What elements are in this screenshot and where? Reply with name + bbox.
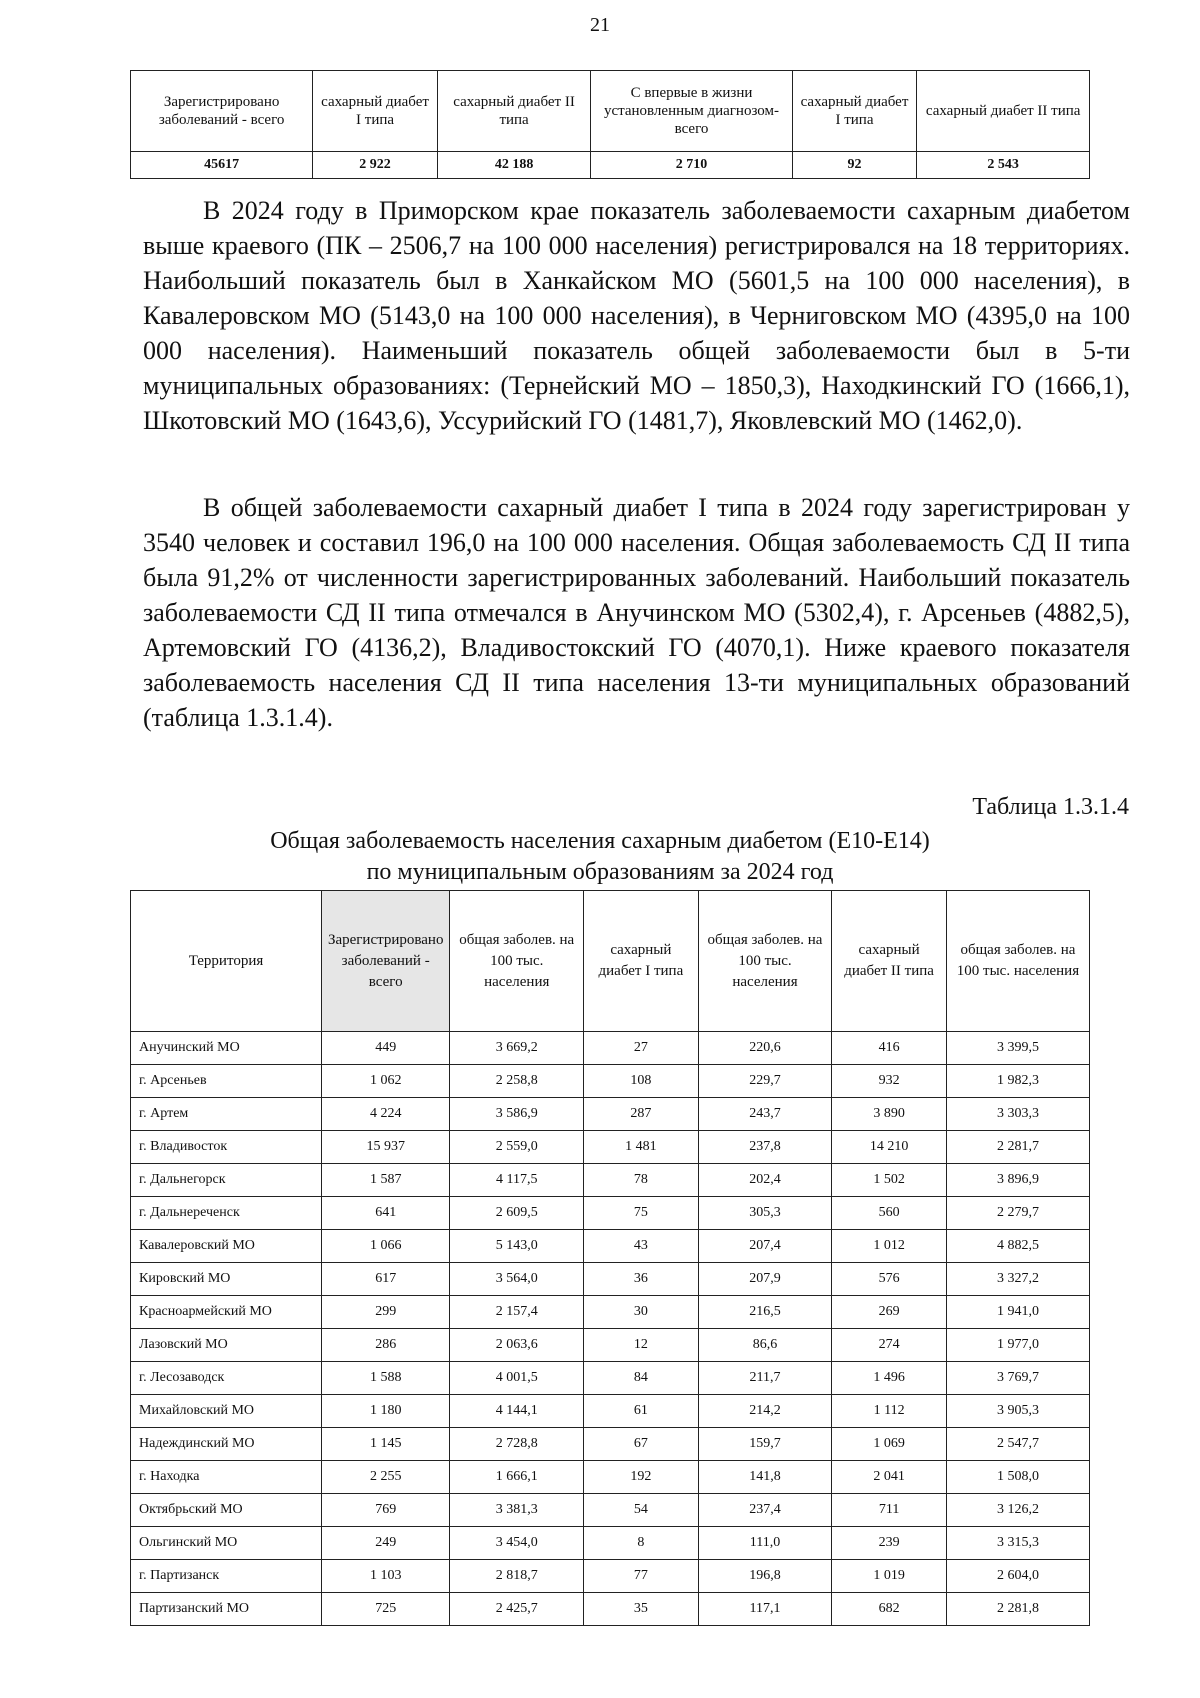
- value-cell: 15 937: [321, 1131, 450, 1164]
- value-cell: 2 425,7: [450, 1593, 584, 1626]
- value-cell: 3 769,7: [946, 1362, 1089, 1395]
- value-cell: 299: [321, 1296, 450, 1329]
- value-cell: 220,6: [698, 1032, 832, 1065]
- value-cell: 3 890: [832, 1098, 947, 1131]
- value-cell: 27: [584, 1032, 699, 1065]
- value-cell: 2 818,7: [450, 1560, 584, 1593]
- value-cell: 1 145: [321, 1428, 450, 1461]
- value-cell: 1 112: [832, 1395, 947, 1428]
- summary-value-cell: 2 710: [591, 152, 792, 179]
- table-row: [131, 1296, 1090, 1329]
- paragraph-1: [143, 193, 1130, 438]
- value-cell: 1 666,1: [450, 1461, 584, 1494]
- header-territory: Территория: [131, 891, 322, 1032]
- value-cell: 3 564,0: [450, 1263, 584, 1296]
- value-cell: 202,4: [698, 1164, 832, 1197]
- table-row: [131, 1362, 1090, 1395]
- value-cell: 3 586,9: [450, 1098, 584, 1131]
- value-cell: 67: [584, 1428, 699, 1461]
- value-cell: 1 502: [832, 1164, 947, 1197]
- value-cell: 286: [321, 1329, 450, 1362]
- summary-header-row: [131, 71, 1090, 152]
- paragraph-2-text: В общей заболеваемости сахарный диабет I типа в 2024 году зарегистрирован у 3540 человек и составил 196,0 на 100 000 населения. Общая заболеваемость СД II типа была 91,2% от численности зарегистрированных заболеваний. Наибольший показатель заболеваемости СД II типа отмечался в Анучинском МО (5302,4), г. Арсеньев (4882,5), Артемовский ГО (4136,2), Владивостокский ГО (4070,1). Ниже краевого показателя заболеваемость населения СД II типа населения 13-ти муниципальных образований (таблица 1.3.1.4).: [143, 493, 1130, 732]
- value-cell: 207,4: [698, 1230, 832, 1263]
- value-cell: 4 144,1: [450, 1395, 584, 1428]
- table-row: [131, 1329, 1090, 1362]
- value-cell: 4 882,5: [946, 1230, 1089, 1263]
- table-row: [131, 1494, 1090, 1527]
- value-cell: 3 669,2: [450, 1032, 584, 1065]
- value-cell: 108: [584, 1065, 699, 1098]
- incidence-table: [130, 890, 1090, 1626]
- territory-cell: Кировский МО: [131, 1263, 322, 1296]
- value-cell: 932: [832, 1065, 947, 1098]
- territory-cell: г. Дальнереченск: [131, 1197, 322, 1230]
- value-cell: 117,1: [698, 1593, 832, 1626]
- territory-cell: Красноармейский МО: [131, 1296, 322, 1329]
- value-cell: 214,2: [698, 1395, 832, 1428]
- value-cell: 207,9: [698, 1263, 832, 1296]
- table-row: [131, 1230, 1090, 1263]
- value-cell: 111,0: [698, 1527, 832, 1560]
- value-cell: 1 062: [321, 1065, 450, 1098]
- value-cell: 2 547,7: [946, 1428, 1089, 1461]
- value-cell: 274: [832, 1329, 947, 1362]
- value-cell: 211,7: [698, 1362, 832, 1395]
- table-row: [131, 1098, 1090, 1131]
- value-cell: 77: [584, 1560, 699, 1593]
- table-title-line-1: Общая заболеваемость населения сахарным диабетом (Е10-Е14): [270, 828, 930, 854]
- value-cell: 1 066: [321, 1230, 450, 1263]
- value-cell: 1 587: [321, 1164, 450, 1197]
- value-cell: 4 001,5: [450, 1362, 584, 1395]
- page-number: 21: [590, 14, 610, 36]
- value-cell: 4 224: [321, 1098, 450, 1131]
- paragraph-1-text: В 2024 году в Приморском крае показатель заболеваемости сахарным диабетом выше краевого (ПК – 2506,7 на 100 000 населения) регистрировался на 18 территориях. Наибольший показатель был в Ханкайском МО (5601,5 на 100 000 населения), в Кавалеровском МО (5143,0 на 100 000 населения), в Черниговском МО (4395,0 на 100 000 населения). Наименьший показатель общей заболеваемости был в 5-ти муниципальных образованиях: (Тернейский МО – 1850,3), Находкинский ГО (1666,1), Шкотовский МО (1643,6), Уссурийский ГО (1481,7), Яковлевский МО (1462,0).: [143, 196, 1130, 435]
- value-cell: 192: [584, 1461, 699, 1494]
- summary-header-cell: Зарегистрировано заболеваний - всего: [131, 71, 313, 152]
- summary-value-cell: 92: [792, 152, 917, 179]
- table-row: [131, 1461, 1090, 1494]
- value-cell: 1 977,0: [946, 1329, 1089, 1362]
- value-cell: 3 315,3: [946, 1527, 1089, 1560]
- value-cell: 3 303,3: [946, 1098, 1089, 1131]
- value-cell: 196,8: [698, 1560, 832, 1593]
- value-cell: 229,7: [698, 1065, 832, 1098]
- value-cell: 1 588: [321, 1362, 450, 1395]
- value-cell: 269: [832, 1296, 947, 1329]
- territory-cell: г. Владивосток: [131, 1131, 322, 1164]
- value-cell: 287: [584, 1098, 699, 1131]
- value-cell: 35: [584, 1593, 699, 1626]
- value-cell: 249: [321, 1527, 450, 1560]
- value-cell: 1 103: [321, 1560, 450, 1593]
- table-row: [131, 1428, 1090, 1461]
- summary-value-cell: 42 188: [437, 152, 590, 179]
- value-cell: 1 941,0: [946, 1296, 1089, 1329]
- value-cell: 576: [832, 1263, 947, 1296]
- territory-cell: г. Партизанск: [131, 1560, 322, 1593]
- value-cell: 43: [584, 1230, 699, 1263]
- territory-cell: Анучинский МО: [131, 1032, 322, 1065]
- value-cell: 1 069: [832, 1428, 947, 1461]
- header-rate-type1: общая заболев. на 100 тыс. населения: [698, 891, 832, 1032]
- summary-header-cell: сахарный диабет II типа: [437, 71, 590, 152]
- value-cell: 305,3: [698, 1197, 832, 1230]
- value-cell: 8: [584, 1527, 699, 1560]
- value-cell: 2 279,7: [946, 1197, 1089, 1230]
- header-type2: сахарный диабет II типа: [832, 891, 947, 1032]
- value-cell: 1 508,0: [946, 1461, 1089, 1494]
- value-cell: 416: [832, 1032, 947, 1065]
- value-cell: 12: [584, 1329, 699, 1362]
- territory-cell: Ольгинский МО: [131, 1527, 322, 1560]
- table-row: [131, 1560, 1090, 1593]
- value-cell: 2 063,6: [450, 1329, 584, 1362]
- value-cell: 75: [584, 1197, 699, 1230]
- table-row: [131, 1263, 1090, 1296]
- summary-value-cell: 2 922: [313, 152, 438, 179]
- summary-header-cell: сахарный диабет I типа: [313, 71, 438, 152]
- value-cell: 1 496: [832, 1362, 947, 1395]
- value-cell: 4 117,5: [450, 1164, 584, 1197]
- summary-header-cell: С впервые в жизни установленным диагнозом- всего: [591, 71, 792, 152]
- value-cell: 3 327,2: [946, 1263, 1089, 1296]
- table-row: [131, 1164, 1090, 1197]
- value-cell: 36: [584, 1263, 699, 1296]
- value-cell: 239: [832, 1527, 947, 1560]
- value-cell: 84: [584, 1362, 699, 1395]
- incidence-table-body: [131, 1032, 1090, 1626]
- value-cell: 617: [321, 1263, 450, 1296]
- paragraph-2: [143, 490, 1130, 735]
- value-cell: 560: [832, 1197, 947, 1230]
- territory-cell: г. Артем: [131, 1098, 322, 1131]
- header-registered-total: Зарегистрировано заболеваний - всего: [321, 891, 450, 1032]
- table-row: [131, 1131, 1090, 1164]
- header-rate-total: общая заболев. на 100 тыс. населения: [450, 891, 584, 1032]
- value-cell: 78: [584, 1164, 699, 1197]
- table-row: [131, 1527, 1090, 1560]
- summary-value-cell: 2 543: [917, 152, 1090, 179]
- value-cell: 14 210: [832, 1131, 947, 1164]
- value-cell: 2 281,7: [946, 1131, 1089, 1164]
- value-cell: 216,5: [698, 1296, 832, 1329]
- value-cell: 141,8: [698, 1461, 832, 1494]
- header-rate-type2: общая заболев. на 100 тыс. населения: [946, 891, 1089, 1032]
- value-cell: 3 896,9: [946, 1164, 1089, 1197]
- value-cell: 1 012: [832, 1230, 947, 1263]
- incidence-header-row: [131, 891, 1090, 1032]
- value-cell: 682: [832, 1593, 947, 1626]
- value-cell: 237,4: [698, 1494, 832, 1527]
- table-row: [131, 1197, 1090, 1230]
- value-cell: 2 255: [321, 1461, 450, 1494]
- territory-cell: Кавалеровский МО: [131, 1230, 322, 1263]
- summary-header-cell: сахарный диабет II типа: [917, 71, 1090, 152]
- table-row: [131, 1065, 1090, 1098]
- territory-cell: Партизанский МО: [131, 1593, 322, 1626]
- table-row: [131, 1395, 1090, 1428]
- table-title: [0, 826, 1200, 888]
- value-cell: 449: [321, 1032, 450, 1065]
- value-cell: 725: [321, 1593, 450, 1626]
- summary-value-cell: 45617: [131, 152, 313, 179]
- territory-cell: г. Лесозаводск: [131, 1362, 322, 1395]
- value-cell: 2 041: [832, 1461, 947, 1494]
- value-cell: 5 143,0: [450, 1230, 584, 1263]
- table-caption: Таблица 1.3.1.4: [972, 794, 1129, 820]
- value-cell: 769: [321, 1494, 450, 1527]
- territory-cell: Лазовский МО: [131, 1329, 322, 1362]
- value-cell: 2 258,8: [450, 1065, 584, 1098]
- territory-cell: г. Дальнегорск: [131, 1164, 322, 1197]
- value-cell: 2 157,4: [450, 1296, 584, 1329]
- summary-value-row: [131, 152, 1090, 179]
- value-cell: 3 399,5: [946, 1032, 1089, 1065]
- value-cell: 1 481: [584, 1131, 699, 1164]
- value-cell: 3 454,0: [450, 1527, 584, 1560]
- value-cell: 2 604,0: [946, 1560, 1089, 1593]
- territory-cell: Михайловский МО: [131, 1395, 322, 1428]
- value-cell: 641: [321, 1197, 450, 1230]
- value-cell: 243,7: [698, 1098, 832, 1131]
- value-cell: 2 609,5: [450, 1197, 584, 1230]
- value-cell: 1 019: [832, 1560, 947, 1593]
- value-cell: 3 381,3: [450, 1494, 584, 1527]
- value-cell: 1 180: [321, 1395, 450, 1428]
- header-type1: сахарный диабет I типа: [584, 891, 699, 1032]
- summary-table: [130, 70, 1090, 179]
- territory-cell: Надеждинский МО: [131, 1428, 322, 1461]
- value-cell: 2 281,8: [946, 1593, 1089, 1626]
- table-title-line-2: по муниципальным образованиям за 2024 год: [366, 859, 834, 885]
- territory-cell: Октябрьский МО: [131, 1494, 322, 1527]
- value-cell: 30: [584, 1296, 699, 1329]
- table-row: [131, 1593, 1090, 1626]
- value-cell: 61: [584, 1395, 699, 1428]
- value-cell: 86,6: [698, 1329, 832, 1362]
- value-cell: 159,7: [698, 1428, 832, 1461]
- territory-cell: г. Находка: [131, 1461, 322, 1494]
- value-cell: 237,8: [698, 1131, 832, 1164]
- value-cell: 1 982,3: [946, 1065, 1089, 1098]
- value-cell: 3 905,3: [946, 1395, 1089, 1428]
- value-cell: 3 126,2: [946, 1494, 1089, 1527]
- value-cell: 54: [584, 1494, 699, 1527]
- value-cell: 711: [832, 1494, 947, 1527]
- summary-header-cell: сахарный диабет I типа: [792, 71, 917, 152]
- table-row: [131, 1032, 1090, 1065]
- value-cell: 2 559,0: [450, 1131, 584, 1164]
- value-cell: 2 728,8: [450, 1428, 584, 1461]
- territory-cell: г. Арсеньев: [131, 1065, 322, 1098]
